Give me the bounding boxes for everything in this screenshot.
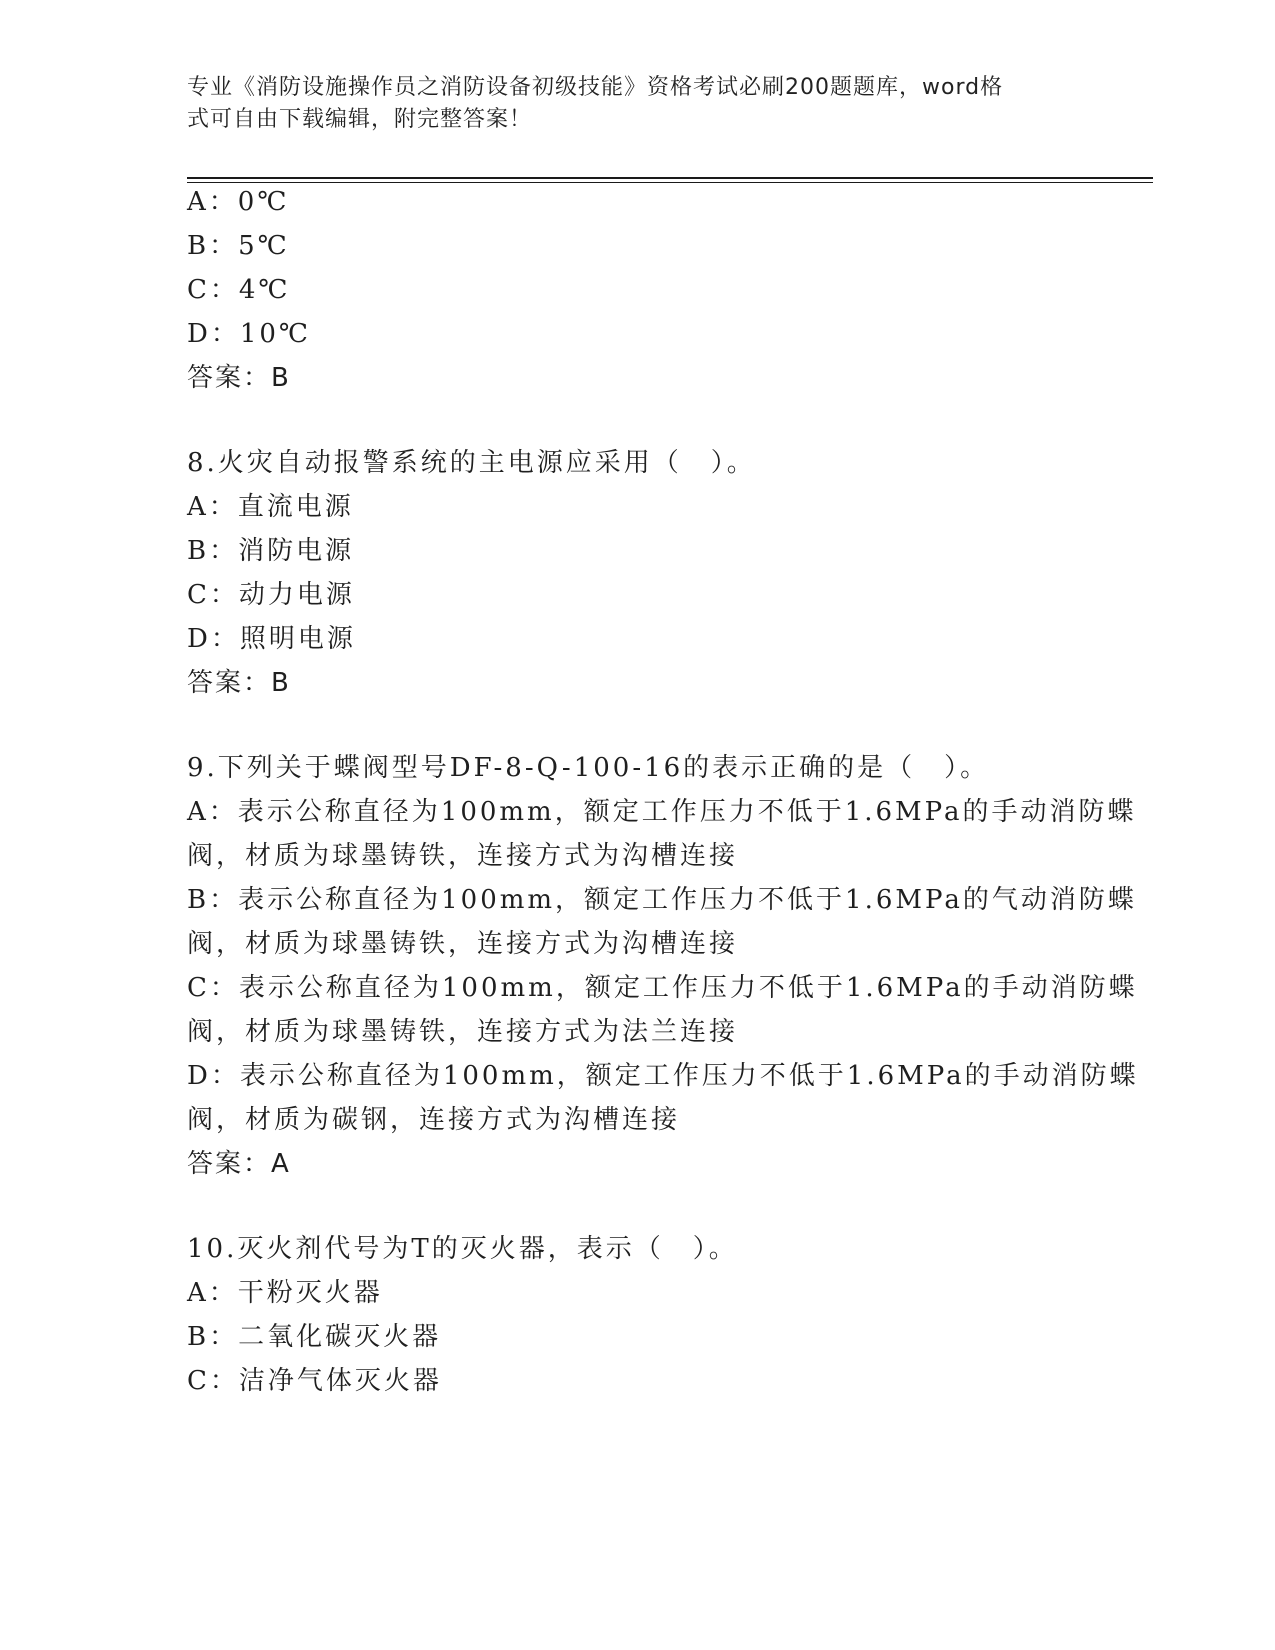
q10-question: 10.灭火剂代号为T的灭火器，表示（ ）。 bbox=[187, 1234, 738, 1264]
q7-option-b: B：5℃ bbox=[187, 231, 290, 261]
q9-option-b-line1: B：表示公称直径为100mm，额定工作压力不低于1.6MPa的气动消防蝶 bbox=[187, 885, 1137, 915]
q9-answer: 答案：A bbox=[187, 1149, 291, 1179]
q7-option-c: C：4℃ bbox=[187, 275, 291, 305]
header-line-2: 式可自由下载编辑，附完整答案！ bbox=[187, 107, 533, 132]
document-header bbox=[187, 72, 1067, 136]
q9-option-b-line2: 阀，材质为球墨铸铁，连接方式为沟槽连接 bbox=[187, 929, 739, 959]
q7-option-d: D：10℃ bbox=[187, 319, 312, 349]
q10-option-c: C：洁净气体灭火器 bbox=[187, 1366, 442, 1396]
q9-option-d-line1: D：表示公称直径为100mm，额定工作压力不低于1.6MPa的手动消防蝶 bbox=[187, 1061, 1139, 1091]
q9-option-c-line2: 阀，材质为球墨铸铁，连接方式为法兰连接 bbox=[187, 1017, 739, 1047]
q8-option-d: D：照明电源 bbox=[187, 624, 356, 654]
q9-question: 9.下列关于蝶阀型号DF-8-Q-100-16的表示正确的是（ ）。 bbox=[187, 753, 990, 783]
q9-option-d-line2: 阀，材质为碳钢，连接方式为沟槽连接 bbox=[187, 1105, 681, 1135]
q8-option-c: C：动力电源 bbox=[187, 580, 355, 610]
q9-option-a-line1: A：表示公称直径为100mm，额定工作压力不低于1.6MPa的手动消防蝶 bbox=[187, 797, 1137, 827]
q8-option-a: A：直流电源 bbox=[187, 492, 354, 522]
header-line-1: 专业《消防设施操作员之消防设备初级技能》资格考试必刷200题题库，word格 bbox=[187, 75, 1004, 100]
q10-option-b: B：二氧化碳灭火器 bbox=[187, 1322, 442, 1352]
q8-question: 8.火灾自动报警系统的主电源应采用（ ）。 bbox=[187, 448, 756, 478]
header-divider-thick bbox=[187, 177, 1153, 179]
q8-option-b: B：消防电源 bbox=[187, 536, 355, 566]
q9-option-c-line1: C：表示公称直径为100mm，额定工作压力不低于1.6MPa的手动消防蝶 bbox=[187, 973, 1138, 1003]
header-divider-thin bbox=[187, 182, 1153, 183]
q10-option-a: A：干粉灭火器 bbox=[187, 1278, 383, 1308]
q9-option-a-line2: 阀，材质为球墨铸铁，连接方式为沟槽连接 bbox=[187, 841, 739, 871]
q7-answer: 答案：B bbox=[187, 363, 291, 393]
q8-answer: 答案：B bbox=[187, 668, 291, 698]
q7-option-a: A：0℃ bbox=[187, 187, 290, 217]
